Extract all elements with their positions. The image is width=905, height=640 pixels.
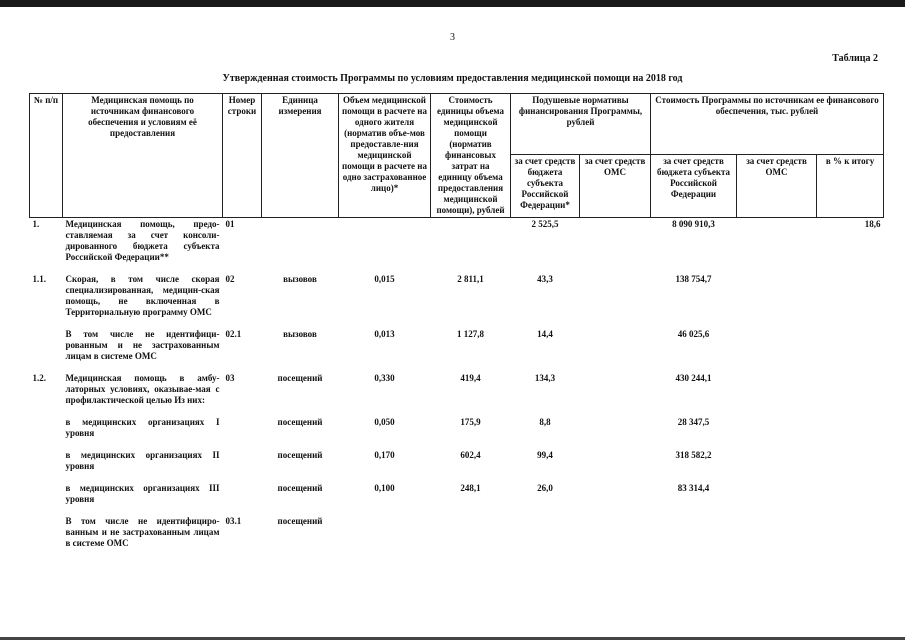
row-unit-cost: 1 127,8 — [457, 329, 484, 339]
row-volume — [339, 218, 431, 274]
row-cost-pct — [817, 328, 884, 372]
header-unit-cost: Стоимость единицы объема медицинской помощи (норматив финансовых затрат на единицу объема предоставления медицинской помощи), рублей — [431, 94, 511, 218]
row-name: Скорая, в том числе скорая специализированная, медицин-ская помощь, не включенная в Территориальную программу ОМС — [65, 274, 220, 317]
row-num — [30, 515, 63, 550]
row-volume: 0,170 — [374, 450, 395, 460]
row-num: 1. — [32, 219, 40, 229]
row-per-capita-budget: 43,3 — [537, 274, 553, 284]
row-cost-pct — [817, 449, 884, 482]
top-border-bar — [0, 0, 905, 7]
row-unit: посещений — [277, 516, 323, 526]
row-cost-budget: 46 025,6 — [677, 329, 710, 339]
row-num — [30, 328, 63, 372]
header-volume: Объем медицинской помощи в расчете на одного жителя (норматив объе-мов предоставле-ния медицинской помощи в расчете на одно застрахованное лицо)* — [339, 94, 431, 218]
table-row — [30, 482, 884, 515]
header-name: Медицинская помощь по источникам финансового обеспечения и условиям её предоставления — [63, 94, 223, 218]
row-code: 03.1 — [225, 516, 242, 526]
row-volume: 0,330 — [374, 373, 395, 383]
row-code: 01 — [225, 219, 235, 229]
row-cost-oms — [737, 218, 817, 274]
row-num — [30, 416, 63, 449]
header-per-capita: Подушевые нормативы финансирования Программы, рублей — [511, 94, 651, 155]
row-volume — [339, 515, 431, 550]
row-cost-budget — [651, 515, 737, 550]
row-name: Медицинская помощь, предо-ставляемая за счет консоли-дированного бюджета субъекта Российской Федерации** — [65, 219, 220, 262]
row-cost-oms — [737, 482, 817, 515]
table-row — [30, 372, 884, 416]
row-cost-budget: 138 754,7 — [675, 274, 712, 284]
row-unit-cost: 2 811,1 — [457, 274, 484, 284]
row-cost-budget: 8 090 910,3 — [672, 219, 715, 229]
row-unit: посещений — [277, 450, 323, 460]
program-cost-table — [29, 93, 884, 550]
row-per-capita-oms — [580, 273, 651, 328]
row-unit-cost: 419,4 — [460, 373, 481, 383]
row-unit — [262, 218, 339, 274]
row-per-capita-oms — [580, 449, 651, 482]
row-unit-cost: 602,4 — [460, 450, 481, 460]
row-per-capita-budget: 99,4 — [537, 450, 553, 460]
row-cost-oms — [737, 372, 817, 416]
row-volume: 0,050 — [374, 417, 395, 427]
row-per-capita-oms — [580, 218, 651, 274]
row-name: в медицинских организациях II уровня — [65, 450, 220, 471]
row-name: В том числе не идентифициро-ванным и не застрахованным лицам в системе ОМС — [65, 516, 220, 548]
row-unit: посещений — [277, 417, 323, 427]
row-cost-budget: 83 314,4 — [677, 483, 710, 493]
row-cost-budget: 28 347,5 — [677, 417, 710, 427]
table-header — [30, 94, 884, 218]
table-row — [30, 273, 884, 328]
row-cost-pct — [817, 372, 884, 416]
row-volume: 0,100 — [374, 483, 395, 493]
row-per-capita-budget: 134,3 — [534, 373, 556, 383]
row-num: 1.2. — [32, 373, 46, 383]
row-cost-budget: 318 582,2 — [675, 450, 712, 460]
row-name: в медицинских организациях I уровня — [65, 417, 220, 438]
header-cost-budget: за счет средств бюджета субъекта Российской Федерации — [651, 155, 737, 218]
row-unit: посещений — [277, 483, 323, 493]
header-num: № п/п — [30, 94, 63, 218]
row-code: 03 — [225, 373, 235, 383]
row-unit-cost: 175,9 — [460, 417, 481, 427]
row-unit: вызовов — [283, 329, 317, 339]
table-row — [30, 218, 884, 274]
row-unit: вызовов — [283, 274, 317, 284]
row-cost-oms — [737, 515, 817, 550]
row-cost-pct: 18,6 — [864, 219, 881, 229]
table-row — [30, 416, 884, 449]
row-unit: посещений — [277, 373, 323, 383]
row-per-capita-budget: 2 525,5 — [531, 219, 559, 229]
row-unit-cost — [431, 515, 511, 550]
header-per-capita-budget: за счет средств бюджета субъекта Российской Федерации* — [511, 155, 580, 218]
row-cost-oms — [737, 416, 817, 449]
row-cost-oms — [737, 449, 817, 482]
row-volume: 0,015 — [374, 274, 395, 284]
document-title: Утвержденная стоимость Программы по условиям предоставления медицинской помощи на 2018 год — [222, 73, 683, 84]
row-cost-oms — [737, 273, 817, 328]
row-cost-pct — [817, 416, 884, 449]
row-code: 02.1 — [225, 329, 242, 339]
header-cost-pct: в % к итогу — [817, 155, 884, 218]
row-code — [223, 449, 262, 482]
table-row — [30, 515, 884, 550]
header-unit: Единица измерения — [262, 94, 339, 218]
row-num: 1.1. — [32, 274, 46, 284]
row-per-capita-oms — [580, 482, 651, 515]
page-number: 3 — [450, 32, 455, 43]
row-per-capita-oms — [580, 515, 651, 550]
row-name: В том числе не идентифици-рованным и не застрахованным лицам в системе ОМС — [65, 329, 220, 361]
row-num — [30, 482, 63, 515]
row-per-capita-budget: 26,0 — [537, 483, 553, 493]
header-per-capita-oms: за счет средств ОМС — [580, 155, 651, 218]
row-cost-pct — [817, 482, 884, 515]
row-cost-budget: 430 244,1 — [675, 373, 712, 383]
row-unit-cost: 248,1 — [460, 483, 481, 493]
table-label: Таблица 2 — [832, 53, 878, 64]
row-code: 02 — [225, 274, 235, 284]
header-row-code: Номер строки — [223, 94, 262, 218]
row-name: в медицинских организациях III уровня — [65, 483, 220, 504]
row-cost-pct — [817, 515, 884, 550]
header-cost-oms: за счет средств ОМС — [737, 155, 817, 218]
row-code — [223, 416, 262, 449]
row-per-capita-budget — [511, 515, 580, 550]
row-code — [223, 482, 262, 515]
table-row — [30, 449, 884, 482]
row-per-capita-oms — [580, 372, 651, 416]
row-cost-pct — [817, 273, 884, 328]
row-cost-oms — [737, 328, 817, 372]
row-per-capita-oms — [580, 328, 651, 372]
row-per-capita-oms — [580, 416, 651, 449]
row-name: Медицинская помощь в амбу-латорных условиях, оказывае-мая с профилактической целью Из них: — [65, 373, 220, 405]
row-unit-cost — [431, 218, 511, 274]
table-row — [30, 328, 884, 372]
row-num — [30, 449, 63, 482]
row-per-capita-budget: 14,4 — [537, 329, 553, 339]
header-cost: Стоимость Программы по источникам ее финансового обеспечения, тыс. рублей — [651, 94, 884, 155]
row-volume: 0,013 — [374, 329, 395, 339]
row-per-capita-budget: 8,8 — [539, 417, 551, 427]
